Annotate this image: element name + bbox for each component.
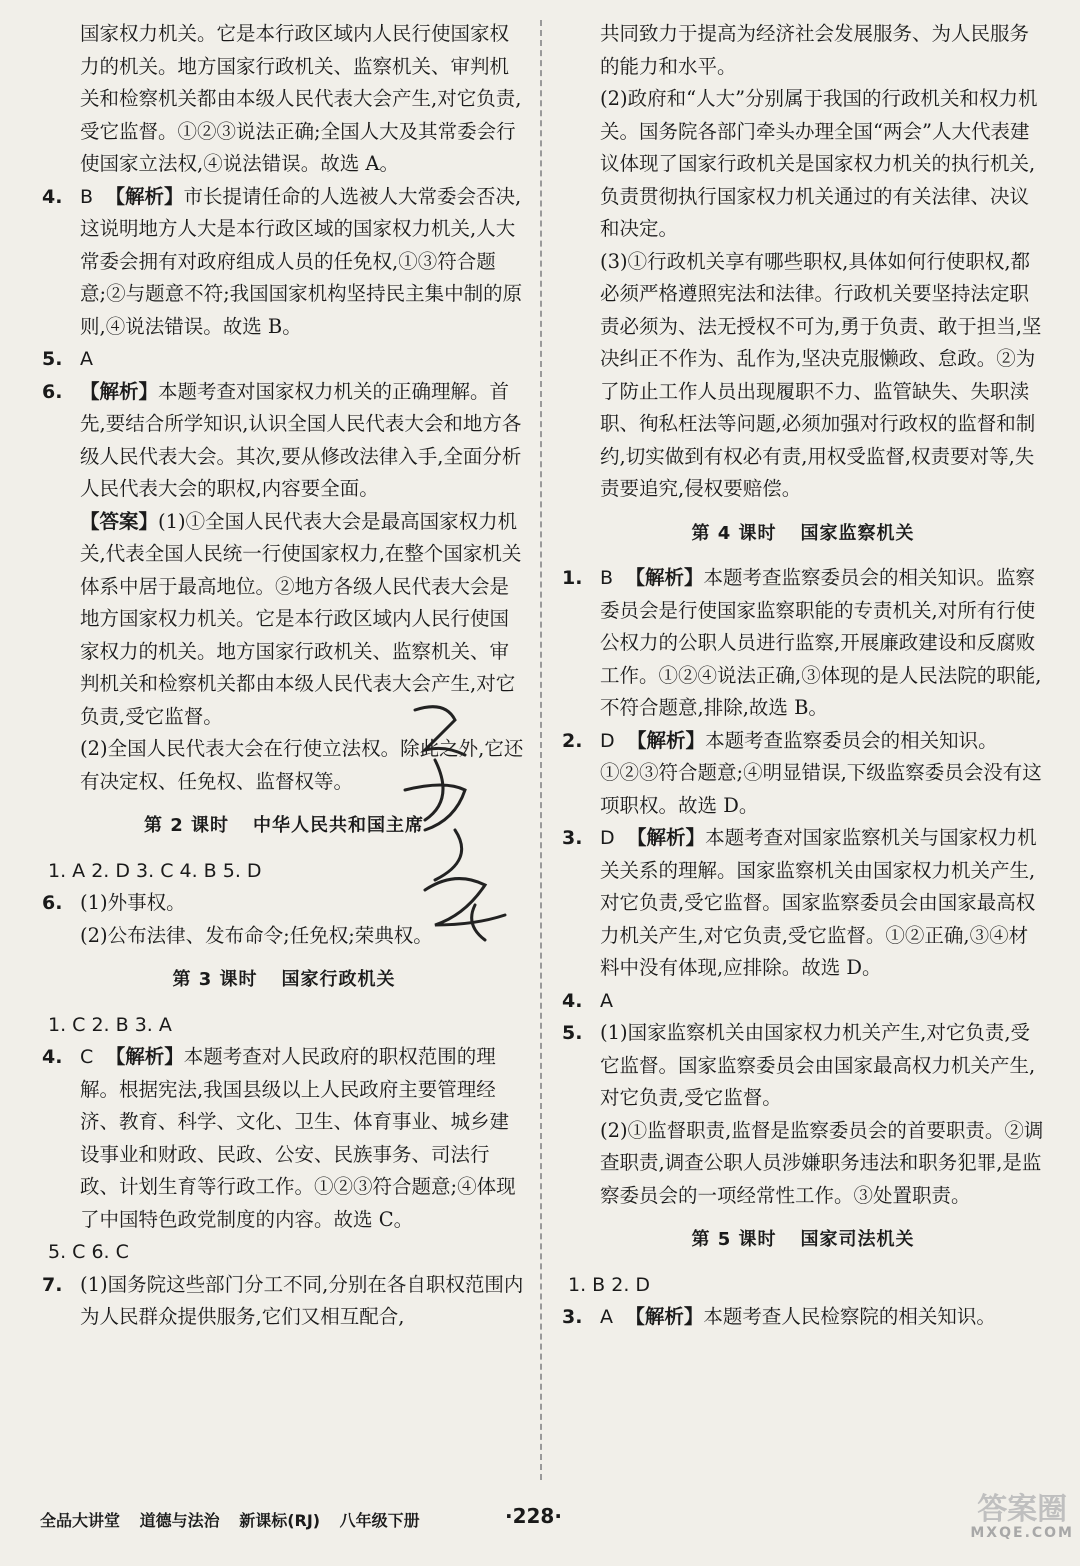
question-6: 6. 【解析】本题考查对国家权力机关的正确理解。首先,要结合所学知识,认识全国人民代表大会和地方各级人民代表大会。其次,要从修改法律入手,全面分析人民代表大会的职权,内容要全面。 — [42, 379, 522, 500]
watermark — [970, 1492, 1074, 1541]
question-4-lesson4: 4. A — [562, 989, 613, 1012]
right-column — [560, 18, 1046, 1334]
question-6-answer-part2: (2)全国人民代表大会在行使立法权。除此之外,它还有决定权、任免权、监督权等。 — [80, 737, 524, 793]
paragraph-3: (3)①行政机关享有哪些职权,具体如何行使职权,都必须严格遵照宪法和法律。行政机关要坚持法定职责必须为、法无授权不可为,勇于负责、敢于担当,坚决纠正不作为、乱作为,坚决克服懒政、怠政。②为了防止工作人员出现履职不力、监管缺失、失职渎职、徇私枉法等问题,必须加强对行政权的监督和制约,切实做到有权必有责,用权受监督,权责要对等,失责要追究,侵权要赔偿。 — [600, 249, 1042, 500]
grade-label: 八年级下册 — [339, 1511, 420, 1530]
column-divider — [540, 20, 542, 1480]
paragraph-continued: 共同致力于提高为经济社会发展服务、为人民服务的能力和水平。 — [600, 22, 1030, 78]
question-4: 4. B 【解析】市长提请任命的人选被人大常委会否决,这说明地方人大是本行政区域的国家权力机关,人大常委会拥有对政府组成人员的任免权,①③符合题意;②与题意不符;我国国家机构坚持民主集中制的原则,④说法错误。故选 B。 — [42, 184, 523, 338]
answer-line: 1. B 2. D — [568, 1273, 651, 1296]
question-3-lesson4: 3. D 【解析】本题考查对国家监察机关与国家权力机关关系的理解。国家监察机关由国家权力机关产生,对它负责,受它监督。国家监察委员会由国家最高权力机关产生,对它负责,受它监督。①②正确,③④材料中没有体现,应排除。故选 D。 — [562, 826, 1037, 979]
question-5-lesson4: 5. (1)国家监察机关由国家权力机关产生,对它负责,受它监督。国家监察委员会由国家最高权力机关产生,对它负责,受它监督。 (2)①监督职责,监督是监察委员会的首要职责。②调查职责,调查公职人员涉嫌职务违法和职务犯罪,是监察委员会的一项经常性工作。③处置职责。 — [562, 1021, 1044, 1207]
edition-label: 新课标(RJ) — [239, 1511, 321, 1530]
question-5: 5. A — [42, 348, 93, 370]
question-2-lesson4: 2. D 【解析】本题考查监察委员会的相关知识。①②③符合题意;④明显错误,下级监察委员会没有这项职权。故选 D。 — [562, 728, 1042, 817]
watermark-logo: 答案圈 — [977, 1492, 1068, 1527]
answer-line: 1. C 2. B 3. A — [48, 1013, 172, 1036]
brand-name: 全品大讲堂 — [40, 1511, 121, 1530]
handwriting-scribble — [395, 690, 515, 950]
question-6-lesson2: 6. (1)外事权。 (2)公布法律、发布命令;任免权;荣典权。 — [42, 891, 433, 947]
answer-line: 5. C 6. C — [48, 1241, 129, 1263]
paragraph-continued: 国家权力机关。它是本行政区域内人民行使国家权力的机关。地方国家行政机关、监察机关、审判机关和检察机关都由本级人民代表大会产生,对它负责,受它监督。①②③说法正确;全国人大及其常委会行使国家立法权,④说法错误。故选 A。 — [80, 22, 522, 175]
question-6-answer: 【答案】(1)①全国人民代表大会是最高国家权力机关,代表全国人民统一行使国家权力,在整个国家机关体系中居于最高地位。②地方各级人民代表大会是地方国家权力机关。它是本行政区域内人民行使国家权力的机关。地方国家行政机关、监察机关、审判机关和检察机关都由本级人民代表大会产生,对它负责,受它监督。 — [80, 509, 522, 728]
question-7-lesson3: 7. (1)国务院这些部门分工不同,分别在各自职权范围内为人民群众提供服务,它们又相互配合, — [42, 1272, 524, 1328]
page-number: ·228· — [505, 1504, 562, 1528]
answer-line: 1. A 2. D 3. C 4. B 5. D — [48, 859, 262, 882]
paragraph-2: (2)政府和“人大”分别属于我国的行政机关和权力机关。国务院各部门牵头办理全国“两会”人大代表建议体现了国家行政机关是国家权力机关的执行机关,负责贯彻执行国家权力机关通过的有关法律、决议和决定。 — [600, 87, 1038, 240]
section-heading-5: 第 5 课时 国家司法机关 — [691, 1229, 915, 1250]
question-4-lesson3: 4. C 【解析】本题考查对人民政府的职权范围的理解。根据宪法,我国县级以上人民政府主要管理经济、教育、科学、文化、卫生、体育事业、城乡建设事业和财政、民政、公安、民族事务、司法行政、计划生育等行政工作。①②③符合题意;④体现了中国特色政党制度的内容。故选 C。 — [42, 1045, 516, 1231]
section-heading-3: 第 3 课时 国家行政机关 — [172, 969, 396, 990]
page-footer — [40, 1504, 1040, 1531]
watermark-url: MXQE.COM — [970, 1525, 1074, 1541]
question-1-lesson4: 1. B 【解析】本题考查监察委员会的相关知识。监察委员会是行使国家监察职能的专责机关,对所有行使公权力的公职人员进行监察,开展廉政建设和反腐败工作。①②④说法正确,③体现的是人民法院的职能,不符合题意,排除,故选 B。 — [562, 566, 1042, 719]
left-column — [40, 18, 528, 1334]
section-heading-4: 第 4 课时 国家监察机关 — [691, 522, 915, 544]
subject-name: 道德与法治 — [139, 1511, 220, 1530]
question-3-lesson5: 3. A 【解析】本题考查人民检察院的相关知识。 — [562, 1305, 996, 1328]
section-heading-2: 第 2 课时 中华人民共和国主席 — [143, 815, 425, 836]
